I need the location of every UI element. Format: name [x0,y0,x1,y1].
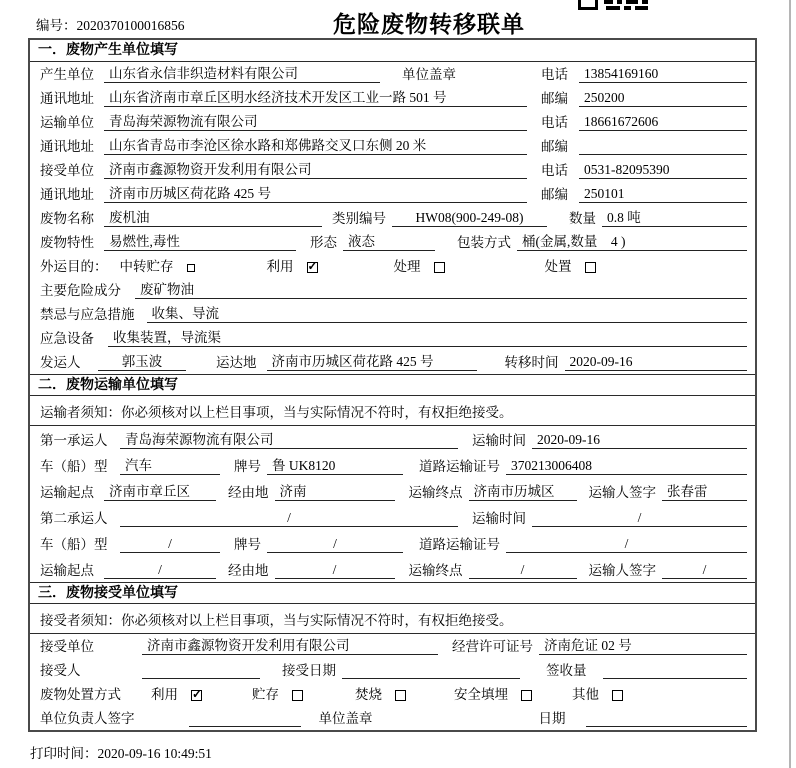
print-time-label: 打印时间： [30,746,98,761]
field-value: / [104,561,216,579]
transfer-manifest-form [28,38,757,732]
field-label: 发运人 [40,355,81,370]
notice-text: 运输者须知：你必须核对以上栏目事项，当与实际情况不符时，有权拒绝接受。 [40,404,513,420]
field-value: 370213006408 [506,457,747,475]
field-value: / [275,561,395,579]
row-route-1 [30,478,755,504]
field-label: 运输时间 [472,511,526,526]
field-value: 山东省济南市章丘区明水经济技术开发区工业一路 501 号 [104,89,527,107]
checkbox-option [545,258,596,275]
field-label: 运输终点 [408,563,463,578]
checkbox-label: 处置 [544,259,572,274]
checkbox-label: 贮存 [252,687,279,702]
field-label: 第二承运人 [40,511,108,526]
field-label: 邮编 [541,139,568,154]
right-group [541,89,747,107]
field-label: 接受日期 [282,663,336,678]
field-value [142,678,260,679]
row-transporter [30,110,755,134]
checkbox-option [394,258,445,275]
field-value: 18661672606 [579,113,747,131]
serial-number [36,14,185,34]
row-shipper [30,350,755,374]
row-receiver [30,158,755,182]
right-group [541,138,747,155]
field-label: 运输单位 [40,115,94,130]
checkbox-option [572,686,623,703]
checkbox-label: 安全填埋 [454,687,508,702]
field-label: 应急设备 [40,331,94,346]
field-value: 收集、导流 [147,305,748,323]
field-label: 车（船）型 [40,537,108,552]
row-receiving-unit [30,634,755,658]
right-group [541,185,747,203]
field-value: 济南 [275,483,395,501]
seal-label: 单位盖章 [318,711,373,726]
row-vehicle-type-1 [30,452,755,478]
field-value: 济南危证 02 号 [539,637,747,655]
checkbox-icon [612,690,623,701]
checkbox-icon [187,264,195,272]
row-acceptor [30,658,755,682]
field-value: 2020-09-16 [532,431,747,449]
row-vehicle-type-2 [30,530,755,556]
section2-header: 二．废物运输单位填写 [30,374,755,396]
checkbox-option [151,686,202,703]
field-label: 第一承运人 [40,433,108,448]
field-label: 包装方式 [457,235,511,250]
field-value: / [267,535,403,553]
field-label: 转移时间 [504,355,559,370]
field-value: 13854169160 [579,65,747,83]
field-label: 废物特性 [40,235,94,250]
field-label: 运输时间 [472,433,526,448]
checkbox-label: 中转贮存 [119,259,174,274]
field-label: 类别编号 [332,211,386,226]
field-label: 数量 [569,211,596,226]
field-value [189,726,301,727]
field-label: 运输终点 [408,485,463,500]
field-value: 山东省永信非织造材料有限公司 [104,65,380,83]
field-value: 0531-82095390 [579,161,747,179]
row-responsible-signature [30,706,755,730]
row-waste-character [30,230,755,254]
field-label: 接受人 [40,663,81,678]
section1-header: 一．废物产生单位填写 [30,40,755,62]
field-label: 电话 [541,115,568,130]
field-label: 签收量 [546,663,587,678]
checkbox-icon [307,262,318,273]
checkbox-icon [191,690,202,701]
field-value: 济南市鑫源物资开发利用有限公司 [104,161,527,179]
row-emergency-equipment [30,326,755,350]
field-value: 250101 [579,185,747,203]
field-label: 运输人签字 [588,485,656,500]
field-label: 产生单位 [40,67,94,82]
qr-code-fragment-icon [578,0,652,11]
field-label: 废物处置方式 [40,687,121,702]
field-label: 邮编 [541,187,568,202]
checkbox-label: 利用 [266,259,294,274]
field-label: 车（船）型 [40,459,108,474]
field-label: 外运目的： [40,259,108,274]
row-receiver-notice [30,604,755,634]
field-label: 通讯地址 [40,187,94,202]
checkbox-icon [585,262,596,273]
field-value: / [506,535,747,553]
field-value [579,154,747,155]
print-time [30,742,212,762]
checkbox-option [454,686,532,703]
field-value: 郭玉波 [98,353,186,371]
print-time-value: 2020-09-16 10:49:51 [97,746,212,761]
right-group [541,65,747,83]
field-value: 易燃性,毒性 [104,233,296,251]
field-label: 牌号 [234,459,261,474]
field-label: 运输起点 [40,563,94,578]
field-value: 济南市历城区荷花路 425 号 [267,353,477,371]
field-value: / [120,509,458,527]
checkbox-label: 处理 [393,259,421,274]
row-receiver-address [30,182,755,206]
field-value: 济南市历城区 [469,483,577,501]
field-value: 张春雷 [662,483,747,501]
checkbox-label: 利用 [151,687,178,702]
field-value: 2020-09-16 [565,353,748,371]
right-group [541,113,747,131]
row-taboo-measures [30,302,755,326]
field-label: 日期 [538,711,566,726]
checkbox-option [267,258,318,275]
row-transporter-address [30,134,755,158]
field-label: 形态 [310,235,337,250]
checkbox-label: 焚烧 [355,687,382,702]
field-label: 运输起点 [40,485,94,500]
row-producer-address [30,86,755,110]
field-value [586,726,748,727]
notice-text: 接受者须知：你必须核对以上栏目事项，当与实际情况不符时，有权拒绝接受。 [40,612,513,628]
row-hazard-component [30,278,755,302]
checkbox-icon [395,690,406,701]
field-label: 通讯地址 [40,139,94,154]
field-label: 禁忌与应急措施 [40,307,135,322]
field-value: 250200 [579,89,747,107]
checkbox-label: 其他 [572,687,599,702]
field-value: 0.8 吨 [602,209,747,227]
field-label: 运输人签字 [588,563,656,578]
field-label: 经营许可证号 [452,639,533,654]
row-disposal-method [30,682,755,706]
field-value: 青岛海荣源物流有限公司 [120,431,458,449]
field-label: 道路运输证号 [419,459,500,474]
field-value: 济南市历城区荷花路 425 号 [104,185,527,203]
field-value: 青岛海荣源物流有限公司 [104,113,527,131]
row-transporter-notice [30,396,755,426]
field-value: 收集装置，导流渠 [108,329,747,347]
field-value: / [120,535,220,553]
field-label: 运达地 [216,355,257,370]
page-title: 危险废物转移联单 [333,12,525,37]
checkbox-icon [434,262,445,273]
row-second-carrier [30,504,755,530]
right-group [541,161,747,179]
field-value: / [662,561,747,579]
field-value: 鲁 UK8120 [267,457,403,475]
field-value: 汽车 [120,457,220,475]
field-label: 经由地 [228,485,269,500]
field-value: HW08(900-249-08) [392,209,547,227]
field-label: 接受单位 [40,163,94,178]
serial-value: 2020370100016856 [76,18,185,33]
field-label: 道路运输证号 [419,537,500,552]
field-value: 液态 [343,233,435,251]
field-value: 桶(金属,数量 4 ) [517,233,747,251]
row-transfer-purpose [30,254,755,278]
checkbox-icon [521,690,532,701]
field-value: / [532,509,747,527]
checkbox-option [355,686,406,703]
field-label: 接受单位 [40,639,94,654]
field-value [603,678,748,679]
field-value: 废机油 [104,209,322,227]
field-value: 济南市鑫源物资开发利用有限公司 [142,637,438,655]
field-value: 废矿物油 [135,281,747,299]
field-label: 通讯地址 [40,91,94,106]
checkbox-icon [292,690,303,701]
checkbox-option [252,686,303,703]
field-label: 废物名称 [40,211,94,226]
field-label: 主要危险成分 [40,283,121,298]
row-route-2 [30,556,755,582]
serial-label: 编号： [36,18,77,33]
checkbox-option [120,258,195,275]
field-value: 山东省青岛市李沧区徐水路和郑佛路交叉口东侧 20 米 [104,137,527,155]
field-value: / [469,561,577,579]
field-label: 牌号 [234,537,261,552]
field-label: 电话 [541,163,568,178]
row-waste-name [30,206,755,230]
field-label: 电话 [541,67,568,82]
field-label: 单位负责人签字 [40,711,135,726]
field-value: 济南市章丘区 [104,483,216,501]
field-label: 邮编 [541,91,568,106]
seal-label: 单位盖章 [402,67,456,82]
field-value [342,678,520,679]
row-producer [30,62,755,86]
section3-header: 三．废物接受单位填写 [30,582,755,604]
page-edge-divider [789,0,791,768]
field-label: 经由地 [228,563,269,578]
row-first-carrier [30,426,755,452]
